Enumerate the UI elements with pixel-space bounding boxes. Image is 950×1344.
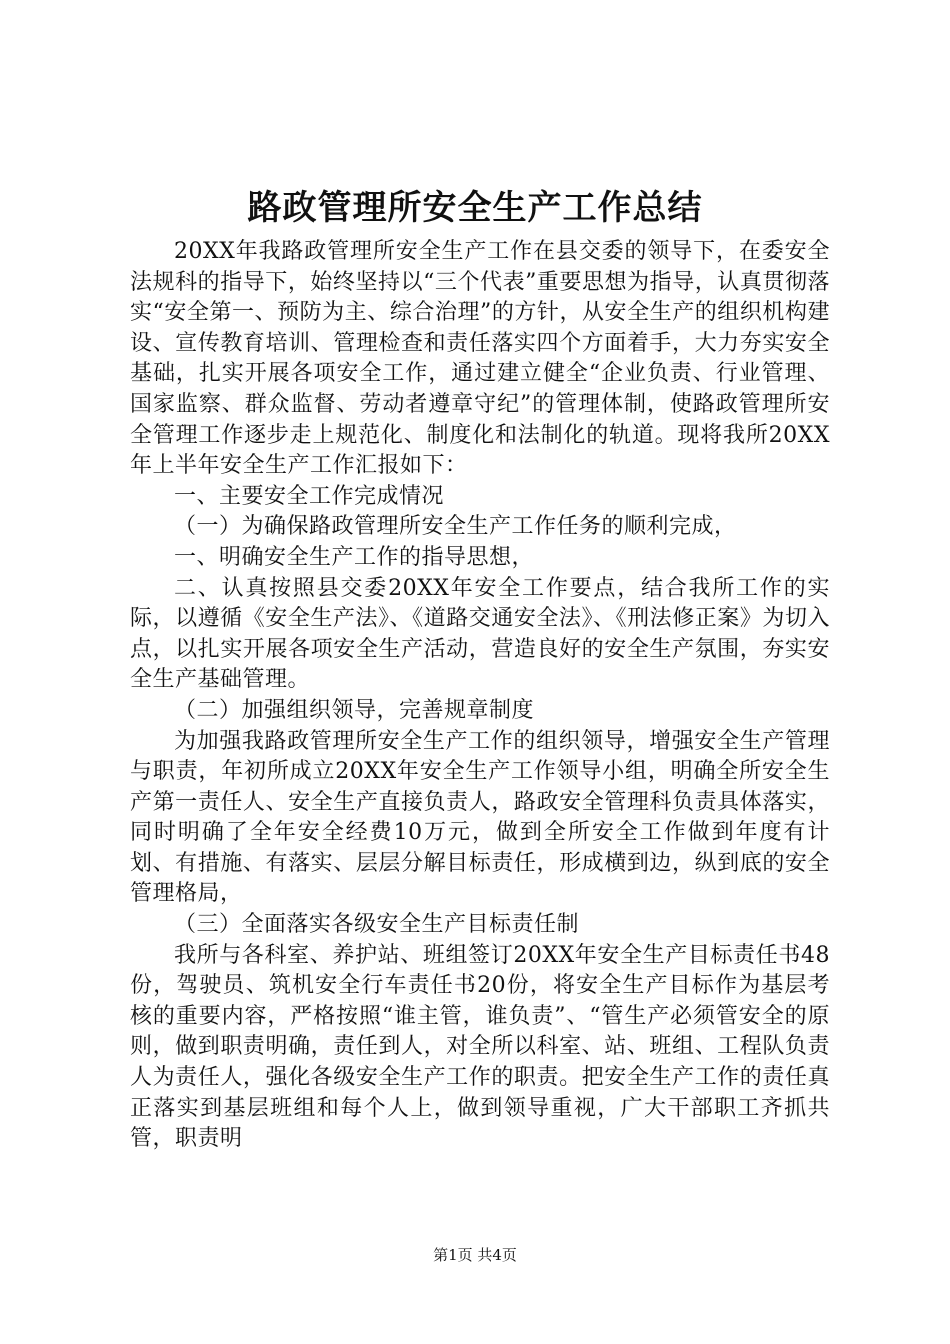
heading-main-work: 一、主要安全工作完成情况 [174, 483, 445, 509]
document-title: 路政管理所安全生产工作总结 [247, 188, 703, 228]
document-body [130, 237, 830, 1155]
subheading-1: （一）为确保路政管理所安全生产工作任务的顺利完成， [174, 514, 737, 540]
point-2: 二、认真按照县交委20XX年安全工作要点，结合我所工作的实际，以遵循《安全生产法》、《道路交通安全法》、《刑法修正案》为切入点，以扎实开展各项安全生产活动，营造良好的安全生产氛围，夯实安全生产基础管理。 [130, 575, 830, 693]
paragraph-organization: 为加强我路政管理所安全生产工作的组织领导，增强安全生产管理与职责，年初所成立20XX年安全生产工作领导小组，明确全所安全生产第一责任人、安全生产直接负责人，路政安全管理科负责具体落实，同时明确了全年安全经费10万元，做到全所安全工作做到年度有计划、有措施、有落实、层层分解目标责任，形成横到边，纵到底的安全管理格局， [130, 728, 830, 907]
page-footer: 第1页 共4页 [433, 1246, 517, 1264]
subheading-3: （三）全面落实各级安全生产目标责任制 [174, 912, 580, 938]
subheading-2: （二）加强组织领导，完善规章制度 [174, 697, 535, 723]
point-1: 一、明确安全生产工作的指导思想， [174, 544, 535, 570]
paragraph-intro: 20XX年我路政管理所安全生产工作在县交委的领导下，在委安全法规科的指导下，始终坚持以“三个代表”重要思想为指导，认真贯彻落实“安全第一、预防为主、综合治理”的方针，从安全生产的组织机构建设、宣传教育培训、管理检查和责任落实四个方面着手，大力夯实安全基础，扎实开展各项安全工作，通过建立健全“企业负责、行业管理、国家监察、群众监督、劳动者遵章守纪”的管理体制，使路政管理所安全管理工作逐步走上规范化、制度化和法制化的轨道。现将我所20XX年上半年安全生产工作汇报如下： [130, 239, 830, 479]
paragraph-responsibility: 我所与各科室、养护站、班组签订20XX年安全生产目标责任书48份，驾驶员、筑机安全行车责任书20份，将安全生产目标作为基层考核的重要内容，严格按照“谁主管，谁负责”、“管生产必须管安全的原则，做到职责明确，责任到人，对全所以科室、站、班组、工程队负责人为责任人，强化各级安全生产工作的职责。把安全生产工作的责任真正落实到基层班组和每个人上，做到领导重视，广大干部职工齐抓共管，职责明 [130, 942, 830, 1152]
